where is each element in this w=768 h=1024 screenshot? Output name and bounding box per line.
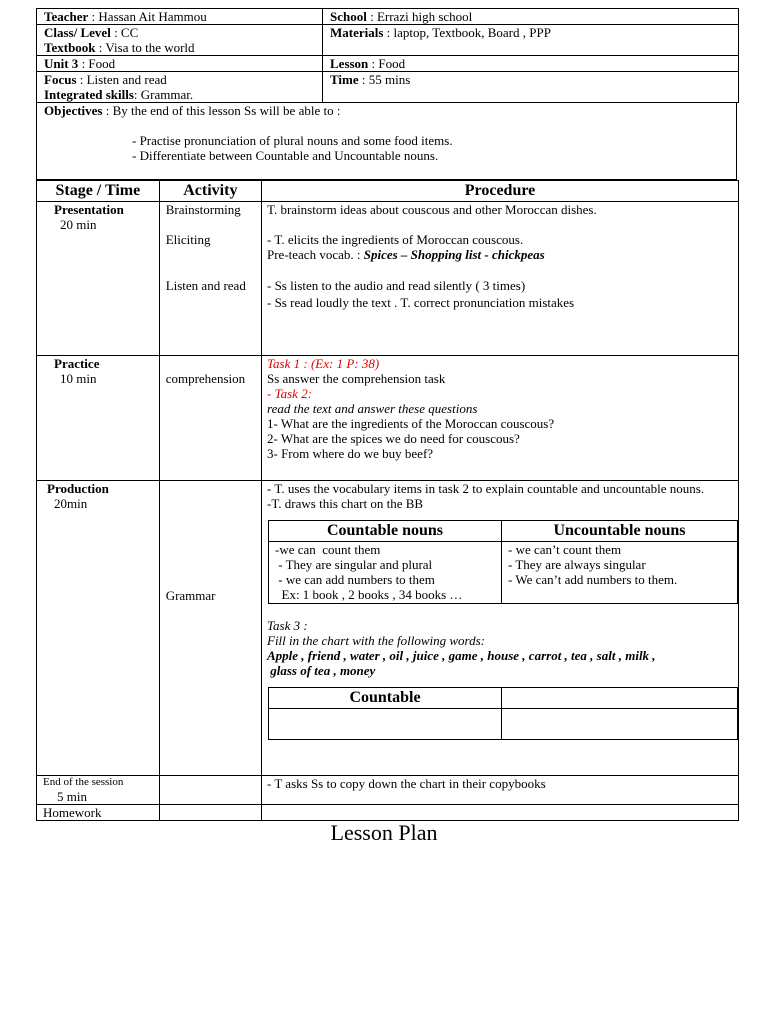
objectives-label: Objectives [44, 103, 103, 118]
focus-value: : Listen and read [76, 72, 167, 87]
lesson-cell [323, 56, 739, 72]
end-row [37, 776, 739, 805]
word-list: glass of tea , money [267, 663, 376, 678]
skills-value: : Grammar. [133, 87, 194, 102]
stage-time: 10 min [60, 371, 97, 386]
skills-label: Integrated skills [44, 87, 134, 102]
procedure-header: Procedure [262, 181, 739, 202]
activity-label: Brainstorming [165, 202, 241, 217]
uncountable-blank[interactable] [502, 709, 738, 740]
procedure-line: - T. elicits the ingredients of Moroccan couscous. [267, 232, 524, 247]
materials-value: : laptop, Textbook, Board , PPP [383, 25, 551, 40]
class-label: Class/ Level [44, 25, 111, 40]
header-table [36, 8, 739, 103]
uncountable-header [502, 688, 738, 709]
teacher-value: : Hassan Ait Hammou [88, 9, 207, 24]
stage-name: Presentation [54, 202, 124, 217]
unit-cell [37, 56, 323, 72]
countable-blank[interactable] [269, 709, 502, 740]
rule-item: - They are singular and plural [275, 557, 433, 572]
presentation-row [37, 202, 739, 356]
activity-header: Activity [159, 181, 261, 202]
procedure-line: Pre-teach vocab. : [267, 247, 364, 262]
objective-item: - Practise pronunciation of plural nouns and some food items. [132, 133, 453, 148]
rule-item: - We can’t add numbers to them. [508, 572, 678, 587]
production-procedure [262, 481, 739, 776]
task3-label: Task 3 : [267, 618, 308, 633]
materials-cell [323, 25, 739, 56]
objectives-box [36, 103, 737, 180]
lesson-label: Lesson [330, 56, 369, 71]
objectives-intro: : By the end of this lesson Ss will be able to : [102, 103, 341, 118]
stage-time: 20 min [60, 217, 97, 232]
activity-label: Listen and read [165, 278, 246, 293]
homework-procedure [262, 805, 739, 821]
rule-item: - we can’t count them [508, 542, 622, 557]
teacher-cell [37, 9, 323, 25]
task1-label: Task 1 : (Ex: 1 P: 38) [267, 356, 380, 371]
task3-instruction: Fill in the chart with the following words: [267, 633, 485, 648]
end-procedure: - T asks Ss to copy down the chart in their copybooks [262, 776, 739, 805]
homework-stage: Homework [37, 805, 160, 821]
school-label: School [330, 9, 367, 24]
uncountable-nouns-header: Uncountable nouns [502, 521, 738, 542]
question-item: 3- From where do we buy beef? [267, 446, 434, 461]
task2-label: - Task 2: [267, 386, 313, 401]
objective-item: - Differentiate between Countable and Uncountable nouns. [132, 148, 439, 163]
activity-label: Grammar [165, 588, 216, 603]
lesson-value: : Food [368, 56, 406, 71]
textbook-label: Textbook [44, 40, 96, 55]
document-title: Lesson Plan [330, 820, 438, 845]
homework-row [37, 805, 739, 821]
presentation-procedure [262, 202, 739, 356]
stage-name: Production [47, 481, 109, 496]
focus-skills-cell [37, 72, 323, 103]
question-item: 1- What are the ingredients of the Moroccan couscous? [267, 416, 555, 431]
procedure-line: - Ss read loudly the text . T. correct pronunciation mistakes [267, 295, 575, 310]
countable-header: Countable [269, 688, 502, 709]
end-activity [159, 776, 261, 805]
stage-time-header: Stage / Time [37, 181, 160, 202]
rule-item: -we can count them [275, 542, 381, 557]
vocab-list: Spices – Shopping list - chickpeas [363, 247, 545, 262]
word-list: Apple , friend , water , oil , juice , game , house , carrot , tea , salt , milk , [267, 648, 656, 663]
practice-row [37, 356, 739, 481]
production-stage [37, 481, 160, 776]
rule-item: - we can add numbers to them [275, 572, 435, 587]
stage-name: End of the session [43, 776, 124, 788]
end-stage [37, 776, 160, 805]
class-textbook-cell [37, 25, 323, 56]
rule-item: Ex: 1 book , 2 books , 34 books … [275, 587, 463, 602]
teacher-label: Teacher [44, 9, 89, 24]
unit-value: : Food [78, 56, 116, 71]
practice-stage [37, 356, 160, 481]
focus-label: Focus [44, 72, 77, 87]
procedure-line: - Ss listen to the audio and read silently ( 3 times) [267, 278, 526, 293]
practice-procedure [262, 356, 739, 481]
activity-label: Eliciting [165, 232, 211, 247]
stage-time: 5 min [57, 789, 87, 804]
procedure-line: -T. draws this chart on the BB [267, 496, 424, 511]
countable-nouns-header: Countable nouns [269, 521, 502, 542]
time-value: : 55 mins [358, 72, 411, 87]
procedure-line: read the text and answer these questions [267, 401, 478, 416]
textbook-value: : Visa to the world [95, 40, 195, 55]
presentation-activities [159, 202, 261, 356]
school-value: : Errazi high school [366, 9, 473, 24]
fill-in-chart [268, 687, 738, 740]
homework-activity [159, 805, 261, 821]
school-cell [323, 9, 739, 25]
rule-item: - They are always singular [508, 557, 646, 572]
countable-rules [269, 542, 502, 604]
procedure-line: - T. uses the vocabulary items in task 2 to explain countable and uncountable nouns. [267, 481, 705, 496]
practice-activities [159, 356, 261, 481]
procedure-line: T. brainstorm ideas about couscous and other Moroccan dishes. [267, 202, 597, 217]
class-value: : CC [110, 25, 139, 40]
presentation-stage [37, 202, 160, 356]
activity-label: comprehension [165, 371, 246, 386]
time-label: Time [330, 72, 359, 87]
time-cell [323, 72, 739, 103]
procedure-table [36, 180, 739, 821]
stage-name: Practice [54, 356, 100, 371]
production-row [37, 481, 739, 776]
production-activities [159, 481, 261, 776]
unit-label: Unit 3 [44, 56, 79, 71]
countable-chart [268, 520, 738, 604]
procedure-line: Ss answer the comprehension task [267, 371, 446, 386]
stage-time: 20min [54, 496, 88, 511]
materials-label: Materials [330, 25, 384, 40]
uncountable-rules [502, 542, 738, 604]
question-item: 2- What are the spices we do need for couscous? [267, 431, 520, 446]
